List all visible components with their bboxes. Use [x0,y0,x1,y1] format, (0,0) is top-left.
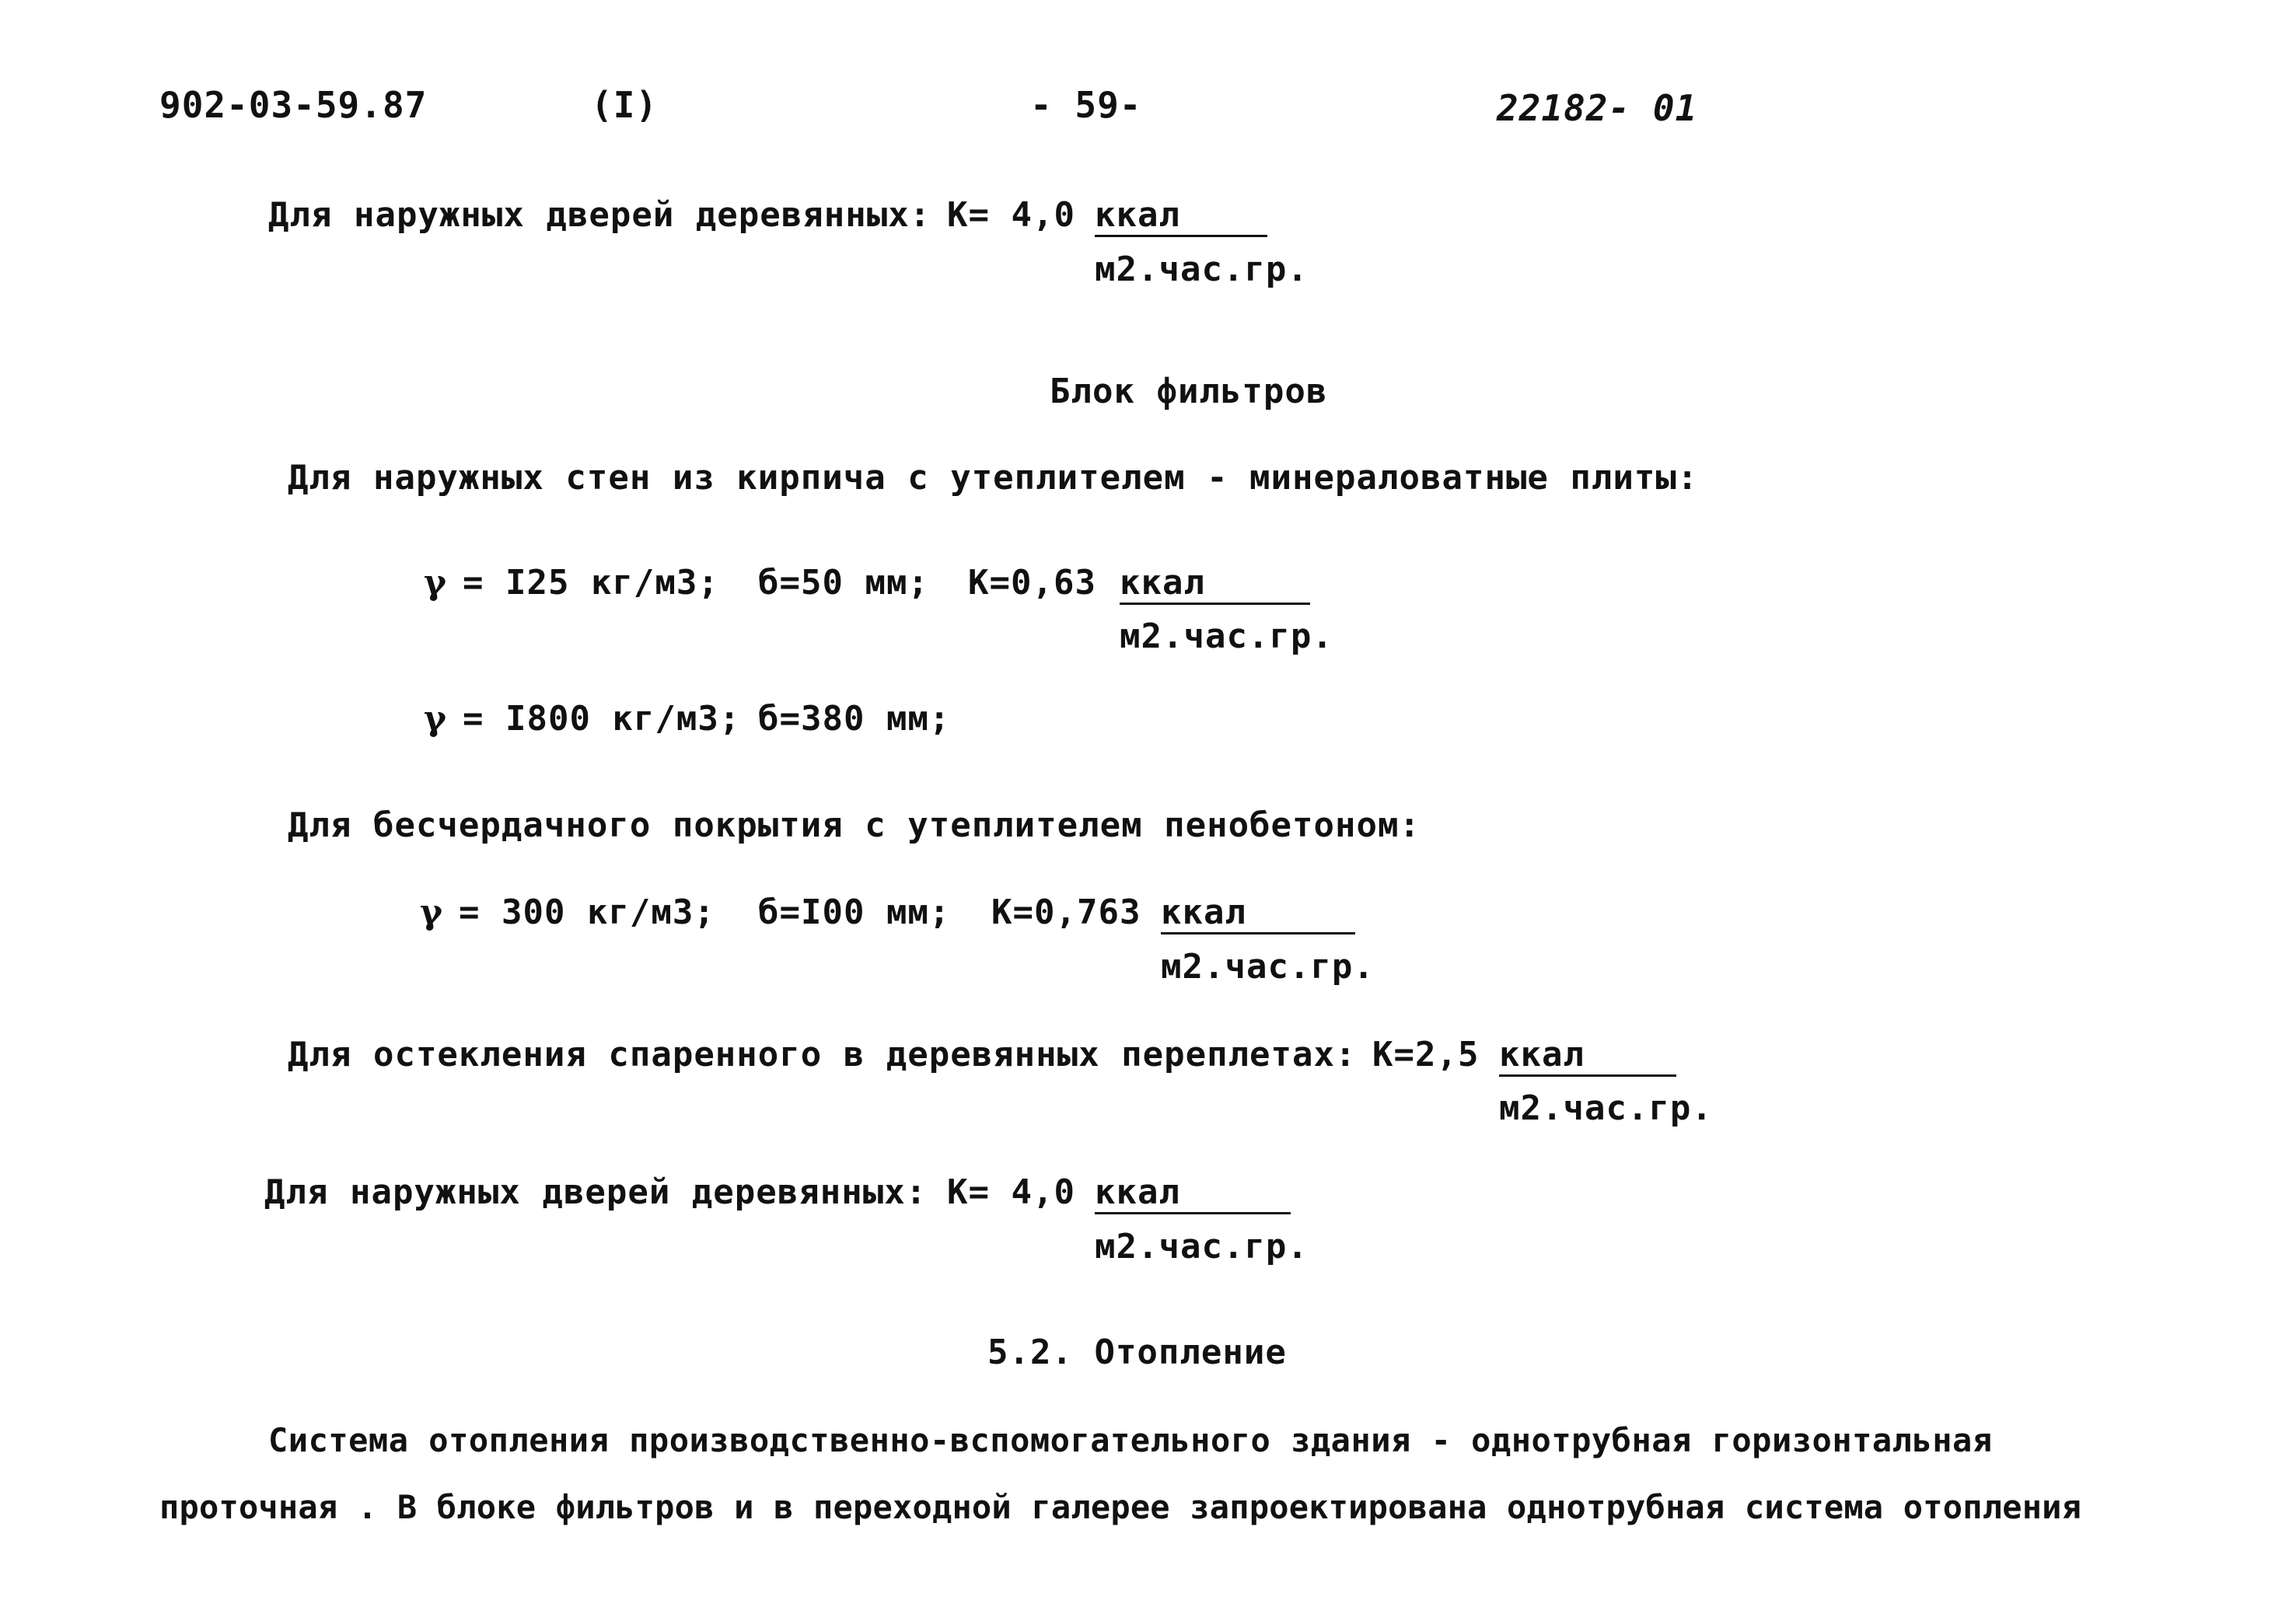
roof-k-value: К=0,763 [991,893,1141,932]
gamma-symbol: γ [424,699,448,739]
roof-density: = 300 кг/м3; [459,893,715,932]
roof-fraction-line [1161,932,1355,935]
walls-density-1: = I25 кг/м3; [463,563,719,603]
roof-intro: Для бесчердачного покрытия с утеплителем пенобетоном: [288,805,1421,845]
gamma-symbol: γ [420,893,444,932]
walls-fraction-line [1120,603,1310,605]
page-number: - 59- [1030,84,1142,126]
glazing-k-value: К=2,5 [1372,1035,1480,1074]
roof-thickness: б=I00 мм; [758,893,951,932]
glazing-label: Для остекления спаренного в деревянных переплетах: [288,1035,1357,1074]
walls-density-2: = I800 кг/м3; [463,699,741,739]
roof-unit-top: ккал [1161,893,1246,932]
walls-unit-bottom: м2.час.гр. [1120,617,1333,656]
doors2-unit-top: ккал [1095,1172,1180,1212]
walls-thickness-1: б=50 мм; [758,563,929,603]
walls-k-value: К=0,63 [968,563,1096,603]
walls-intro: Для наружных стен из кирпича с утеплителем - минераловатные плиты: [288,458,1699,498]
glazing-unit-bottom: м2.час.гр. [1499,1088,1713,1128]
glazing-unit-top: ккал [1499,1035,1585,1074]
section-number: (I) [591,84,659,126]
doors-k-value: К= 4,0 [947,195,1075,235]
roof-unit-bottom: м2.час.гр. [1161,947,1375,987]
sheet-code: 22182- 01 [1497,87,1698,129]
glazing-fraction-line [1499,1074,1676,1077]
doc-code: 902-03-59.87 [159,84,428,126]
doors-fraction-line [1095,235,1267,237]
heating-paragraph-line-2: проточная . В блоке фильтров и в переходной галерее запроектирована однотрубная система отопления [159,1488,2082,1526]
doors2-label: Для наружных дверей деревянных: [264,1172,928,1212]
walls-thickness-2: б=380 мм; [758,699,951,739]
gamma-symbol: γ [424,563,448,603]
doors-unit-top: ккал [1095,195,1180,235]
section-title-heating: 5.2. Отопление [987,1333,1287,1372]
doors2-fraction-line [1095,1212,1291,1214]
doors2-unit-bottom: м2.час.гр. [1095,1227,1309,1266]
doors-label: Для наружных дверей деревянных: [268,195,931,235]
walls-unit-top: ккал [1120,563,1205,603]
section-title-filters: Блок фильтров [1050,372,1328,411]
heating-paragraph-line-1: Система отопления производственно-вспомогательного здания - однотрубная горизонтальная [268,1421,1993,1459]
doors-unit-bottom: м2.час.гр. [1095,250,1309,289]
doors2-k-value: К= 4,0 [947,1172,1075,1212]
